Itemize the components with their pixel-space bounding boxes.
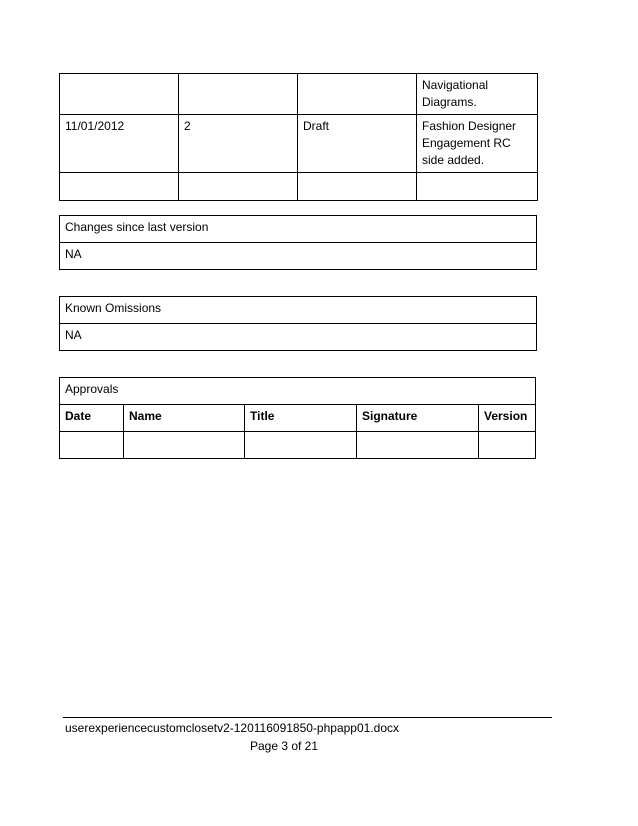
table-row	[60, 173, 538, 201]
table-cell	[124, 432, 245, 459]
table-cell	[179, 173, 298, 201]
table-row	[60, 243, 537, 270]
table-header-row	[60, 405, 536, 432]
column-header-name: Name	[124, 405, 245, 432]
table-cell	[357, 432, 479, 459]
revision-date-cell: 11/01/2012	[60, 115, 179, 173]
table-cell	[179, 74, 298, 115]
table-row	[60, 74, 538, 115]
table-cell	[60, 173, 179, 201]
table-cell	[298, 74, 417, 115]
omissions-table	[59, 296, 537, 351]
page-number: Page 3 of 21	[249, 739, 319, 753]
table-cell	[479, 432, 536, 459]
table-row	[60, 297, 537, 324]
omissions-value: NA	[60, 324, 537, 351]
approvals-title: Approvals	[60, 378, 536, 405]
table-row	[60, 115, 538, 173]
table-cell	[298, 173, 417, 201]
column-header-version: Version	[479, 405, 536, 432]
table-cell	[60, 432, 124, 459]
table-cell	[245, 432, 357, 459]
revision-history-table	[59, 73, 538, 201]
footer-divider	[63, 717, 552, 718]
column-header-title: Title	[245, 405, 357, 432]
column-header-date: Date	[60, 405, 124, 432]
revision-version-cell: 2	[179, 115, 298, 173]
changes-header: Changes since last version	[60, 216, 537, 243]
column-header-signature: Signature	[357, 405, 479, 432]
changes-value: NA	[60, 243, 537, 270]
changes-table	[59, 215, 537, 270]
footer-filename: userexperiencecustomclosetv2-120116091850-phpapp01.docx	[65, 721, 400, 735]
table-cell	[60, 74, 179, 115]
table-cell	[417, 173, 538, 201]
table-row	[60, 378, 536, 405]
table-row	[60, 432, 536, 459]
approvals-table	[59, 377, 536, 459]
revision-status-cell: Draft	[298, 115, 417, 173]
table-cell: Navigational Diagrams.	[417, 74, 538, 115]
table-row	[60, 324, 537, 351]
revision-description-cell: Fashion Designer Engagement RC side added.	[417, 115, 538, 173]
omissions-header: Known Omissions	[60, 297, 537, 324]
table-row	[60, 216, 537, 243]
